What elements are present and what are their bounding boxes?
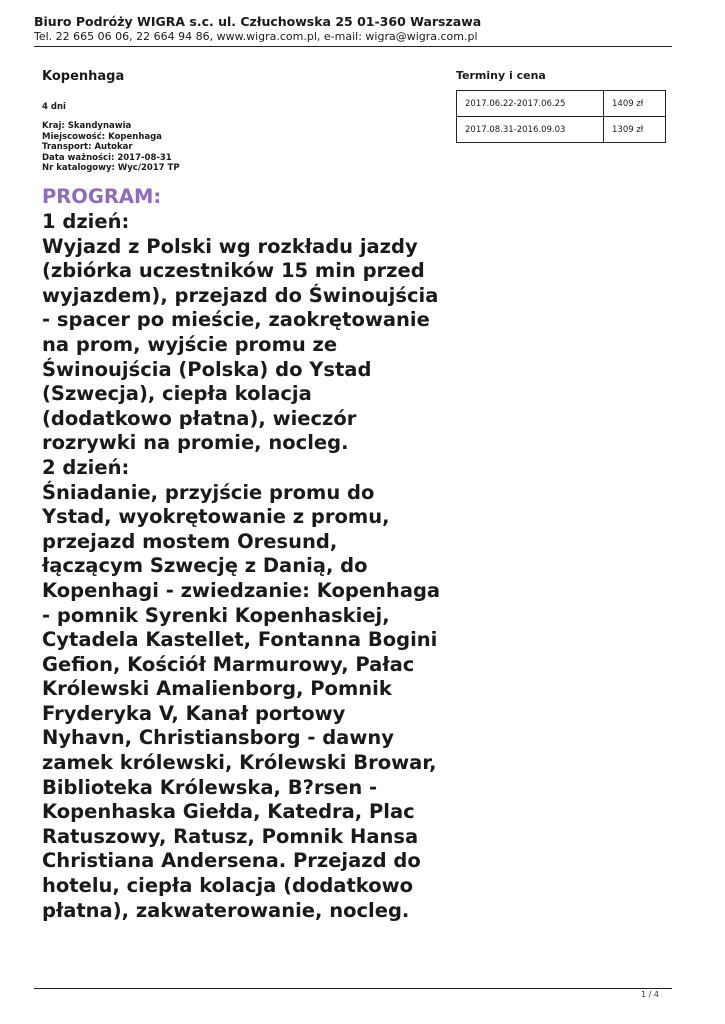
- trip-title: Kopenhaga: [42, 69, 125, 84]
- program-line: - spacer po mieście, zaokrętowanie: [42, 308, 430, 332]
- footer-divider: [34, 988, 672, 989]
- meta-catalog-number: Nr katalogowy: Wyc/2017 TP: [42, 163, 180, 173]
- company-name: Biuro Podróży WIGRA s.c. ul. Człuchowska 25 01-360 Warszawa: [34, 14, 482, 29]
- page-number: 1 / 4: [641, 990, 659, 999]
- page-header: [34, 14, 674, 44]
- program-line: (dodatkowo płatna), wieczór: [42, 406, 357, 430]
- program-line: łączącym Szwecję z Danią, do: [42, 554, 368, 578]
- program-line: Śniadanie, przyjście promu do: [42, 480, 375, 504]
- program-line: płatna), zakwaterowanie, nocleg.: [42, 898, 410, 922]
- program-line: (zbiórka uczestników 15 min przed: [42, 259, 425, 283]
- program-section: [42, 184, 454, 923]
- program-heading: PROGRAM:: [42, 185, 162, 208]
- program-line: 2 dzień:: [42, 455, 130, 479]
- program-line: 1 dzień:: [42, 210, 130, 233]
- program-line: Kopenhagi - zwiedzanie: Kopenhaga: [42, 578, 441, 602]
- meta-valid-date: Data ważności: 2017-08-31: [42, 152, 172, 163]
- program-line: Biblioteka Królewska, B?rsen -: [42, 775, 378, 799]
- program-line: hotelu, ciepła kolacja (dodatkowo: [42, 874, 414, 898]
- meta-location: Miejscowość: Kopenhaga: [42, 131, 162, 142]
- program-line: Fryderyka V, Kanał portowy: [42, 701, 346, 725]
- program-line: - pomnik Syrenki Kopenhaskiej,: [42, 603, 390, 627]
- program-line: zamek królewski, Królewski Browar,: [42, 751, 437, 775]
- term-price: 1409 zł: [604, 91, 666, 117]
- table-row: [457, 91, 666, 117]
- program-line: Gefion, Kościół Marmurowy, Pałac: [42, 652, 415, 676]
- meta-country: Kraj: Skandynawia: [42, 121, 132, 131]
- program-line: rozrywki na promie, nocleg.: [42, 431, 349, 455]
- program-line: przejazd mostem Oresund,: [42, 529, 338, 553]
- terms-section: [456, 68, 672, 143]
- program-text: [42, 210, 454, 923]
- program-line: na prom, wyjście promu ze: [42, 332, 338, 356]
- program-line: (Szwecja), ciepła kolacja: [42, 382, 312, 406]
- program-line: Ratuszowy, Ratusz, Pomnik Hansa: [42, 824, 419, 848]
- program-line: Kopenhaska Giełda, Katedra, Plac: [42, 800, 415, 824]
- header-divider: [34, 46, 672, 47]
- meta-transport: Transport: Autokar: [42, 142, 133, 152]
- program-line: Ystad, wyokrętowanie z promu,: [42, 505, 390, 529]
- table-row: [457, 117, 666, 143]
- company-contact: Tel. 22 665 06 06, 22 664 94 86, www.wigra.com.pl, e-mail: wigra@wigra.com.pl: [34, 30, 478, 43]
- program-line: wyjazdem), przejazd do Świnoujścia: [42, 283, 439, 307]
- trip-duration: 4 dni: [42, 102, 66, 112]
- program-line: Królewski Amalienborg, Pomnik: [42, 677, 392, 701]
- program-line: Wyjazd z Polski wg rozkładu jazdy: [42, 234, 418, 258]
- program-line: Christiana Andersena. Przejazd do: [42, 849, 421, 873]
- terms-title: Terminy i cena: [456, 69, 546, 82]
- terms-table: [456, 90, 666, 143]
- trip-info: [42, 68, 442, 174]
- program-line: Świnoujścia (Polska) do Ystad: [42, 357, 372, 381]
- program-line: Cytadela Kastellet, Fontanna Bogini: [42, 628, 438, 652]
- term-dates: 2017.08.31-2016.09.03: [457, 117, 604, 143]
- term-dates: 2017.06.22-2017.06.25: [457, 91, 604, 117]
- program-line: Nyhavn, Christiansborg - dawny: [42, 726, 394, 750]
- term-price: 1309 zł: [604, 117, 666, 143]
